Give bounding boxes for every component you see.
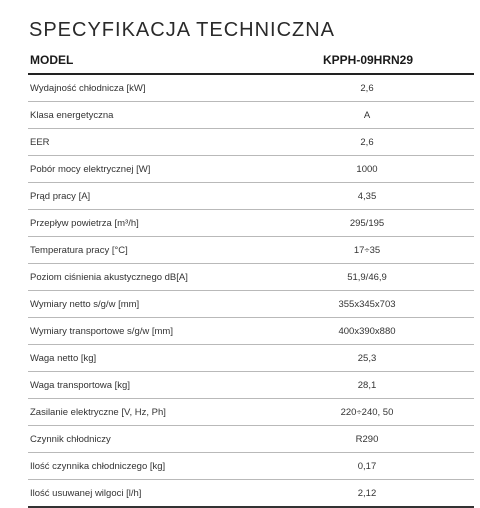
spec-param-label: Waga transportowa [kg] — [28, 372, 260, 399]
spec-table — [28, 46, 474, 508]
header-model-value: KPPH-09HRN29 — [260, 46, 474, 74]
table-row — [28, 102, 474, 129]
spec-param-label: Przepływ powietrza [m³/h] — [28, 210, 260, 237]
table-row — [28, 264, 474, 291]
table-row — [28, 237, 474, 264]
spec-param-label: Prąd pracy [A] — [28, 183, 260, 210]
spec-param-label: Zasilanie elektryczne [V, Hz, Ph] — [28, 399, 260, 426]
spec-param-value: 51,9/46,9 — [260, 264, 474, 291]
spec-param-label: Czynnik chłodniczy — [28, 426, 260, 453]
table-header-row — [28, 46, 474, 74]
spec-param-value: 2,12 — [260, 480, 474, 508]
table-row — [28, 426, 474, 453]
spec-param-value: 28,1 — [260, 372, 474, 399]
table-row — [28, 156, 474, 183]
spec-param-value: 25,3 — [260, 345, 474, 372]
table-row — [28, 183, 474, 210]
spec-param-value: 355x345x703 — [260, 291, 474, 318]
spec-param-label: Wymiary transportowe s/g/w [mm] — [28, 318, 260, 345]
spec-param-label: Waga netto [kg] — [28, 345, 260, 372]
spec-param-value: 400x390x880 — [260, 318, 474, 345]
table-row — [28, 345, 474, 372]
table-row — [28, 372, 474, 399]
spec-param-label: Ilość czynnika chłodniczego [kg] — [28, 453, 260, 480]
spec-param-label: Wymiary netto s/g/w [mm] — [28, 291, 260, 318]
spec-param-value: R290 — [260, 426, 474, 453]
table-row — [28, 129, 474, 156]
spec-param-value: 4,35 — [260, 183, 474, 210]
table-row — [28, 74, 474, 102]
spec-param-value: 220÷240, 50 — [260, 399, 474, 426]
spec-param-value: 1000 — [260, 156, 474, 183]
table-row — [28, 480, 474, 508]
table-body — [28, 74, 474, 507]
table-row — [28, 399, 474, 426]
spec-param-value: 295/195 — [260, 210, 474, 237]
spec-param-value: A — [260, 102, 474, 129]
table-row — [28, 318, 474, 345]
spec-param-label: Klasa energetyczna — [28, 102, 260, 129]
spec-param-label: Pobór mocy elektrycznej [W] — [28, 156, 260, 183]
spec-param-label: Temperatura pracy [°C] — [28, 237, 260, 264]
spec-param-value: 2,6 — [260, 74, 474, 102]
spec-param-label: Poziom ciśnienia akustycznego dB[A] — [28, 264, 260, 291]
table-row — [28, 291, 474, 318]
spec-param-label: EER — [28, 129, 260, 156]
spec-param-label: Ilość usuwanej wilgoci [l/h] — [28, 480, 260, 508]
spec-param-value: 17÷35 — [260, 237, 474, 264]
spec-param-value: 0,17 — [260, 453, 474, 480]
spec-param-label: Wydajność chłodnicza [kW] — [28, 74, 260, 102]
spec-param-value: 2,6 — [260, 129, 474, 156]
header-model-label: MODEL — [28, 46, 260, 74]
table-row — [28, 210, 474, 237]
table-row — [28, 453, 474, 480]
page-title: SPECYFIKACJA TECHNICZNA — [29, 19, 336, 42]
